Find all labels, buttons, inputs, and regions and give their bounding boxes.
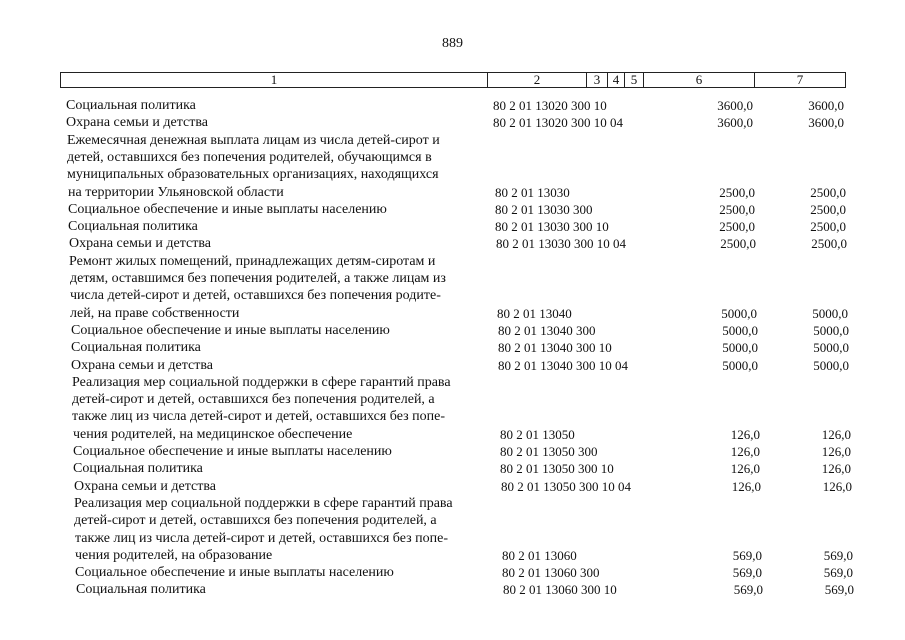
row-code: 80 2 01 13060 — [502, 548, 577, 563]
table-row — [0, 184, 905, 201]
row-value-col7: 2500,0 — [810, 202, 846, 217]
row-description: Социальная политика — [66, 98, 196, 113]
row-value-col7: 126,0 — [821, 427, 851, 442]
table-row — [0, 322, 905, 339]
row-code: 80 2 01 13040 — [497, 306, 572, 321]
row-value-col7: 3600,0 — [808, 115, 844, 130]
table-row — [0, 253, 905, 270]
row-value-col6: 126,0 — [730, 461, 760, 476]
row-value-col6: 2500,0 — [719, 202, 755, 217]
table-row — [0, 495, 905, 512]
row-code: 80 2 01 13040 300 10 04 — [498, 358, 628, 373]
row-description: Социальное обеспечение и иные выплаты населению — [75, 565, 394, 580]
table-header — [60, 72, 846, 88]
table-row — [0, 443, 905, 460]
row-description: Охрана семьи и детства — [71, 358, 213, 373]
row-value-col7: 3600,0 — [808, 98, 844, 113]
row-value-col6: 569,0 — [733, 582, 763, 597]
row-value-col6: 126,0 — [730, 427, 760, 442]
row-value-col6: 3600,0 — [717, 98, 753, 113]
row-description: Социальная политика — [68, 219, 198, 234]
row-value-col7: 2500,0 — [810, 219, 846, 234]
row-description: Реализация мер социальной поддержки в сфере гарантий права — [74, 496, 453, 511]
table-row — [0, 512, 905, 529]
row-description: также лиц из числа детей-сирот и детей, оставшихся без попе- — [75, 531, 448, 546]
row-code: 80 2 01 13040 300 10 — [498, 340, 612, 355]
row-code: 80 2 01 13020 300 10 — [493, 98, 607, 113]
row-description: детей-сирот и детей, оставшихся без попечения родителей, а — [74, 513, 437, 528]
table-row — [0, 408, 905, 425]
table-row — [0, 305, 905, 322]
row-description: Реализация мер социальной поддержки в сфере гарантий права — [72, 375, 451, 390]
row-description: числа детей-сирот и детей, оставшихся без попечения родите- — [70, 288, 441, 303]
row-value-col6: 5000,0 — [722, 323, 758, 338]
table-row — [0, 114, 905, 131]
row-description: Социальная политика — [73, 461, 203, 476]
table-row — [0, 357, 905, 374]
row-description: муниципальных образовательных организациях, находящихся — [67, 167, 439, 182]
table-row — [0, 374, 905, 391]
row-value-col6: 126,0 — [731, 479, 761, 494]
table-row — [0, 426, 905, 443]
row-description: Охрана семьи и детства — [66, 115, 208, 130]
row-code: 80 2 01 13020 300 10 04 — [493, 115, 623, 130]
row-description: лей, на праве собственности — [70, 306, 240, 321]
header-col-5: 5 — [630, 72, 638, 87]
table-row — [0, 166, 905, 183]
row-code: 80 2 01 13050 300 — [500, 444, 598, 459]
row-value-col7: 5000,0 — [812, 306, 848, 321]
row-description: Социальная политика — [76, 582, 206, 597]
header-col-3: 3 — [593, 72, 601, 87]
table-row — [0, 235, 905, 252]
table-row — [0, 149, 905, 166]
header-col-7: 7 — [796, 72, 804, 87]
row-description: детей, оставшихся без попечения родителей, обучающимся в — [67, 150, 432, 165]
row-value-col7: 5000,0 — [813, 323, 849, 338]
row-value-col7: 126,0 — [821, 461, 851, 476]
row-value-col6: 5000,0 — [721, 306, 757, 321]
row-value-col6: 5000,0 — [722, 358, 758, 373]
row-description: чения родителей, на медицинское обеспечение — [73, 427, 353, 442]
row-value-col6: 126,0 — [730, 444, 760, 459]
row-value-col6: 2500,0 — [720, 236, 756, 251]
table-row — [0, 478, 905, 495]
row-code: 80 2 01 13030 300 10 04 — [496, 236, 626, 251]
row-code: 80 2 01 13030 300 10 — [495, 219, 609, 234]
row-code: 80 2 01 13030 — [495, 185, 570, 200]
table-row — [0, 339, 905, 356]
row-value-col7: 569,0 — [823, 548, 853, 563]
table-row — [0, 218, 905, 235]
row-code: 80 2 01 13060 300 10 — [503, 582, 617, 597]
header-col-4: 4 — [612, 72, 620, 87]
row-value-col6: 2500,0 — [719, 185, 755, 200]
table-row — [0, 270, 905, 287]
row-code: 80 2 01 13050 300 10 04 — [501, 479, 631, 494]
row-description: детям, оставшимся без попечения родителей, а также лицам из — [70, 271, 446, 286]
row-code: 80 2 01 13040 300 — [498, 323, 596, 338]
table-row — [0, 460, 905, 477]
row-value-col7: 2500,0 — [811, 236, 847, 251]
row-description: Социальное обеспечение и иные выплаты населению — [73, 444, 392, 459]
row-code: 80 2 01 13060 300 — [502, 565, 600, 580]
row-value-col7: 569,0 — [824, 582, 854, 597]
row-value-col7: 126,0 — [822, 479, 852, 494]
row-value-col6: 5000,0 — [722, 340, 758, 355]
table-row — [0, 564, 905, 581]
table-row — [0, 530, 905, 547]
row-code: 80 2 01 13050 — [500, 427, 575, 442]
table-row — [0, 132, 905, 149]
row-description: Ремонт жилых помещений, принадлежащих детям-сиротам и — [69, 254, 436, 269]
row-description: Ежемесячная денежная выплата лицам из числа детей-сирот и — [67, 133, 440, 148]
table-row — [0, 547, 905, 564]
row-code: 80 2 01 13050 300 10 — [500, 461, 614, 476]
row-description: на территории Ульяновской области — [68, 185, 284, 200]
row-value-col7: 5000,0 — [813, 358, 849, 373]
table-row — [0, 287, 905, 304]
row-value-col6: 569,0 — [732, 565, 762, 580]
row-code: 80 2 01 13030 300 — [495, 202, 593, 217]
row-description: Охрана семьи и детства — [69, 236, 211, 251]
row-value-col7: 569,0 — [823, 565, 853, 580]
row-description: Социальное обеспечение и иные выплаты населению — [68, 202, 387, 217]
page-number: 889 — [442, 36, 463, 51]
table-row — [0, 391, 905, 408]
table-row — [0, 201, 905, 218]
header-col-2: 2 — [533, 72, 541, 87]
header-col-6: 6 — [695, 72, 703, 87]
table-row — [0, 581, 905, 598]
row-value-col7: 126,0 — [821, 444, 851, 459]
row-value-col7: 2500,0 — [810, 185, 846, 200]
row-value-col6: 569,0 — [732, 548, 762, 563]
row-value-col6: 2500,0 — [719, 219, 755, 234]
row-description: Охрана семьи и детства — [74, 479, 216, 494]
row-description: также лиц из числа детей-сирот и детей, оставшихся без попе- — [72, 409, 445, 424]
table-row — [0, 97, 905, 114]
row-description: Социальное обеспечение и иные выплаты населению — [71, 323, 390, 338]
header-col-1: 1 — [270, 72, 278, 87]
row-description: детей-сирот и детей, оставшихся без попечения родителей, а — [72, 392, 435, 407]
row-description: чения родителей, на образование — [75, 548, 273, 563]
row-description: Социальная политика — [71, 340, 201, 355]
row-value-col6: 3600,0 — [717, 115, 753, 130]
row-value-col7: 5000,0 — [813, 340, 849, 355]
